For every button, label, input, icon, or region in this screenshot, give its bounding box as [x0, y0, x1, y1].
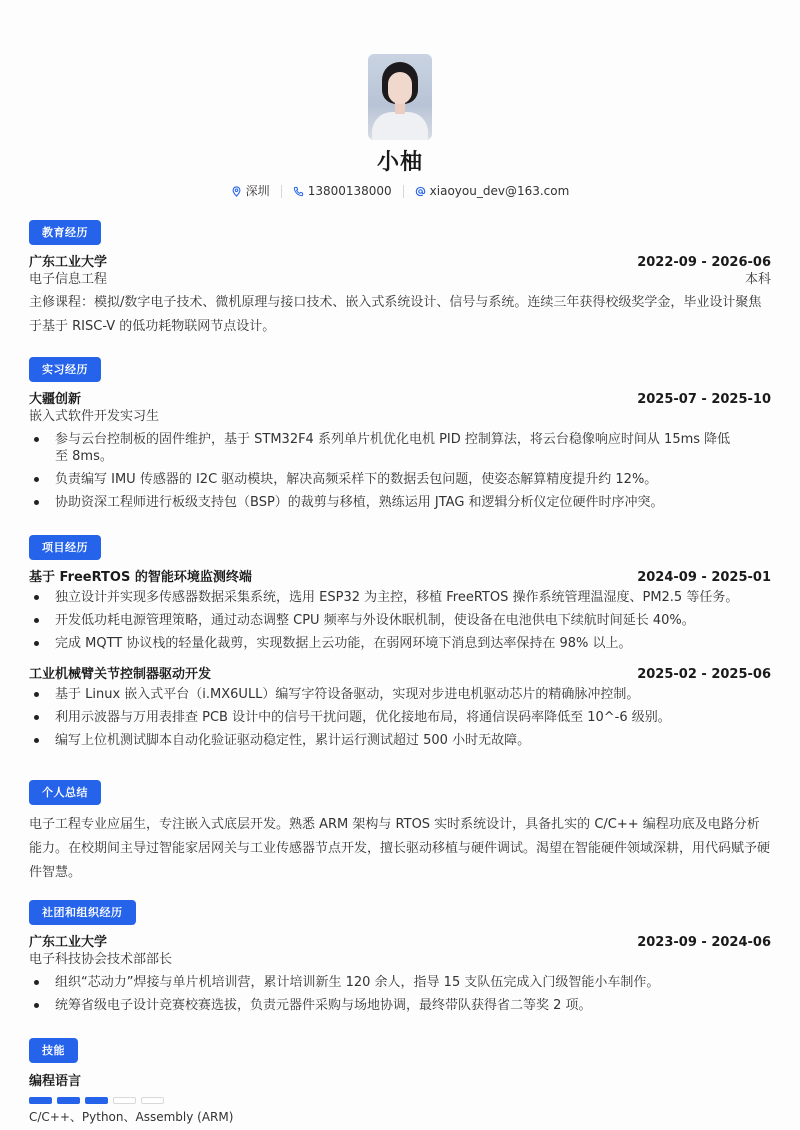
skill-level-segment-empty [141, 1097, 164, 1104]
list-item: 统筹省级电子设计竞赛校赛选拔，负责元器件采购与场地协调，最终带队获得省二等奖 2 项。 [29, 997, 771, 1014]
skill-level-segment-empty [113, 1097, 136, 1104]
summary-section [29, 780, 771, 885]
projects-section [29, 535, 771, 749]
contact-email [415, 183, 570, 199]
major: 电子信息工程 [29, 272, 108, 287]
project-date: 2024-09 - 2025-01 [637, 570, 771, 585]
organization-section [29, 900, 771, 1014]
project-title: 工业机械臂关节控制器驱动开发 [29, 667, 212, 682]
skills-section [29, 1038, 771, 1125]
section-tag-organization: 社团和组织经历 [29, 900, 136, 925]
organization-role: 电子科技协会技术部部长 [29, 952, 173, 967]
organization-date: 2023-09 - 2024-06 [637, 935, 771, 950]
email-text: xiaoyou_dev@163.com [429, 184, 570, 198]
section-tag-summary: 个人总结 [29, 780, 101, 805]
education-description: 主修课程：模拟/数字电子技术、微机原理与接口技术、嵌入式系统设计、信号与系统。连续三年获得校级奖学金，毕业设计聚焦于基于 RISC-V 的低功耗物联网节点设计。 [29, 295, 762, 334]
list-item: 编写上位机测试脚本自动化验证驱动稳定性，累计运行测试超过 500 小时无故障。 [29, 732, 771, 749]
contact-phone [293, 183, 392, 199]
list-item: 基于 Linux 嵌入式平台（i.MX6ULL）编写字符设备驱动，实现对步进电机驱动芯片的精确脉冲控制。 [29, 686, 771, 703]
section-tag-skills: 技能 [29, 1038, 78, 1063]
internship-section [29, 357, 771, 511]
list-item: 完成 MQTT 协议栈的轻量化裁剪，实现数据上云功能，在弱网环境下消息到达率保持在 98% 以上。 [29, 635, 771, 652]
list-item: 利用示波器与万用表排查 PCB 设计中的信号干扰问题，优化接地布局，将通信误码率降低至 10^-6 级别。 [29, 709, 771, 726]
skill-level-bar [29, 1097, 771, 1104]
list-item: 组织“芯动力”焊接与单片机培训营，累计培训新生 120 余人，指导 15 支队伍完成入门级智能小车制作。 [29, 974, 771, 991]
summary-text: 电子工程专业应届生，专注嵌入式底层开发。熟悉 ARM 架构与 RTOS 实时系统设计，具备扎实的 C/C++ 编程功底及电路分析能力。在校期间主导过智能家居网关与工业传感器节点开发，擅长驱动移植与硬件调试。渴望在智能硬件领域深耕，用代码赋予硬件智慧。 [29, 817, 771, 880]
job-role: 嵌入式软件开发实习生 [29, 409, 160, 424]
list-item: 独立设计并实现多传感器数据采集系统，选用 ESP32 为主控，移植 FreeRTOS 操作系统管理温湿度、PM2.5 等任务。 [29, 589, 771, 606]
contact-info [29, 183, 771, 199]
skill-description: C/C++、Python、Assembly (ARM) [29, 1110, 234, 1124]
location-text: 深圳 [245, 184, 270, 198]
organization-name: 广东工业大学 [29, 935, 108, 950]
divider [403, 185, 404, 198]
section-tag-projects: 项目经历 [29, 535, 101, 560]
project-bullets [29, 589, 771, 652]
list-item: 协助资深工程师进行板级支持包（BSP）的裁剪与移植，熟练运用 JTAG 和逻辑分析仪定位硬件时序冲突。 [29, 494, 741, 511]
list-item: 负责编写 IMU 传感器的 I2C 驱动模块，解决高频采样下的数据丢包问题，使姿态解算精度提升约 12%。 [29, 471, 741, 488]
skill-name: 编程语言 [29, 1074, 82, 1089]
skill-level-segment-filled [85, 1097, 108, 1104]
education-date: 2022-09 - 2026-06 [637, 255, 771, 270]
resume-header [29, 0, 771, 199]
internship-date: 2025-07 - 2025-10 [637, 392, 771, 407]
organization-bullets [29, 974, 771, 1014]
candidate-name: 小柚 [376, 150, 423, 175]
internship-bullets [29, 431, 771, 511]
section-tag-internship: 实习经历 [29, 357, 101, 382]
project-date: 2025-02 - 2025-06 [637, 667, 771, 682]
section-tag-education: 教育经历 [29, 220, 101, 245]
at-sign-icon [415, 186, 426, 197]
location-pin-icon [231, 186, 242, 197]
skill-level-segment-filled [57, 1097, 80, 1104]
project-bullets [29, 686, 771, 749]
phone-text: 13800138000 [307, 184, 392, 198]
company-name: 大疆创新 [29, 392, 82, 407]
phone-icon [293, 186, 304, 197]
avatar [368, 54, 432, 140]
project-title: 基于 FreeRTOS 的智能环境监测终端 [29, 570, 252, 585]
list-item: 参与云台控制板的固件维护，基于 STM32F4 系列单片机优化电机 PID 控制算法，将云台稳像响应时间从 15ms 降低至 8ms。 [29, 431, 741, 465]
skill-level-segment-filled [29, 1097, 52, 1104]
divider [281, 185, 282, 198]
degree: 本科 [744, 272, 771, 287]
list-item: 开发低功耗电源管理策略，通过动态调整 CPU 频率与外设休眠机制，使设备在电池供电下续航时间延长 40%。 [29, 612, 771, 629]
education-section [29, 220, 771, 339]
school-name: 广东工业大学 [29, 255, 108, 270]
contact-location [231, 183, 270, 199]
